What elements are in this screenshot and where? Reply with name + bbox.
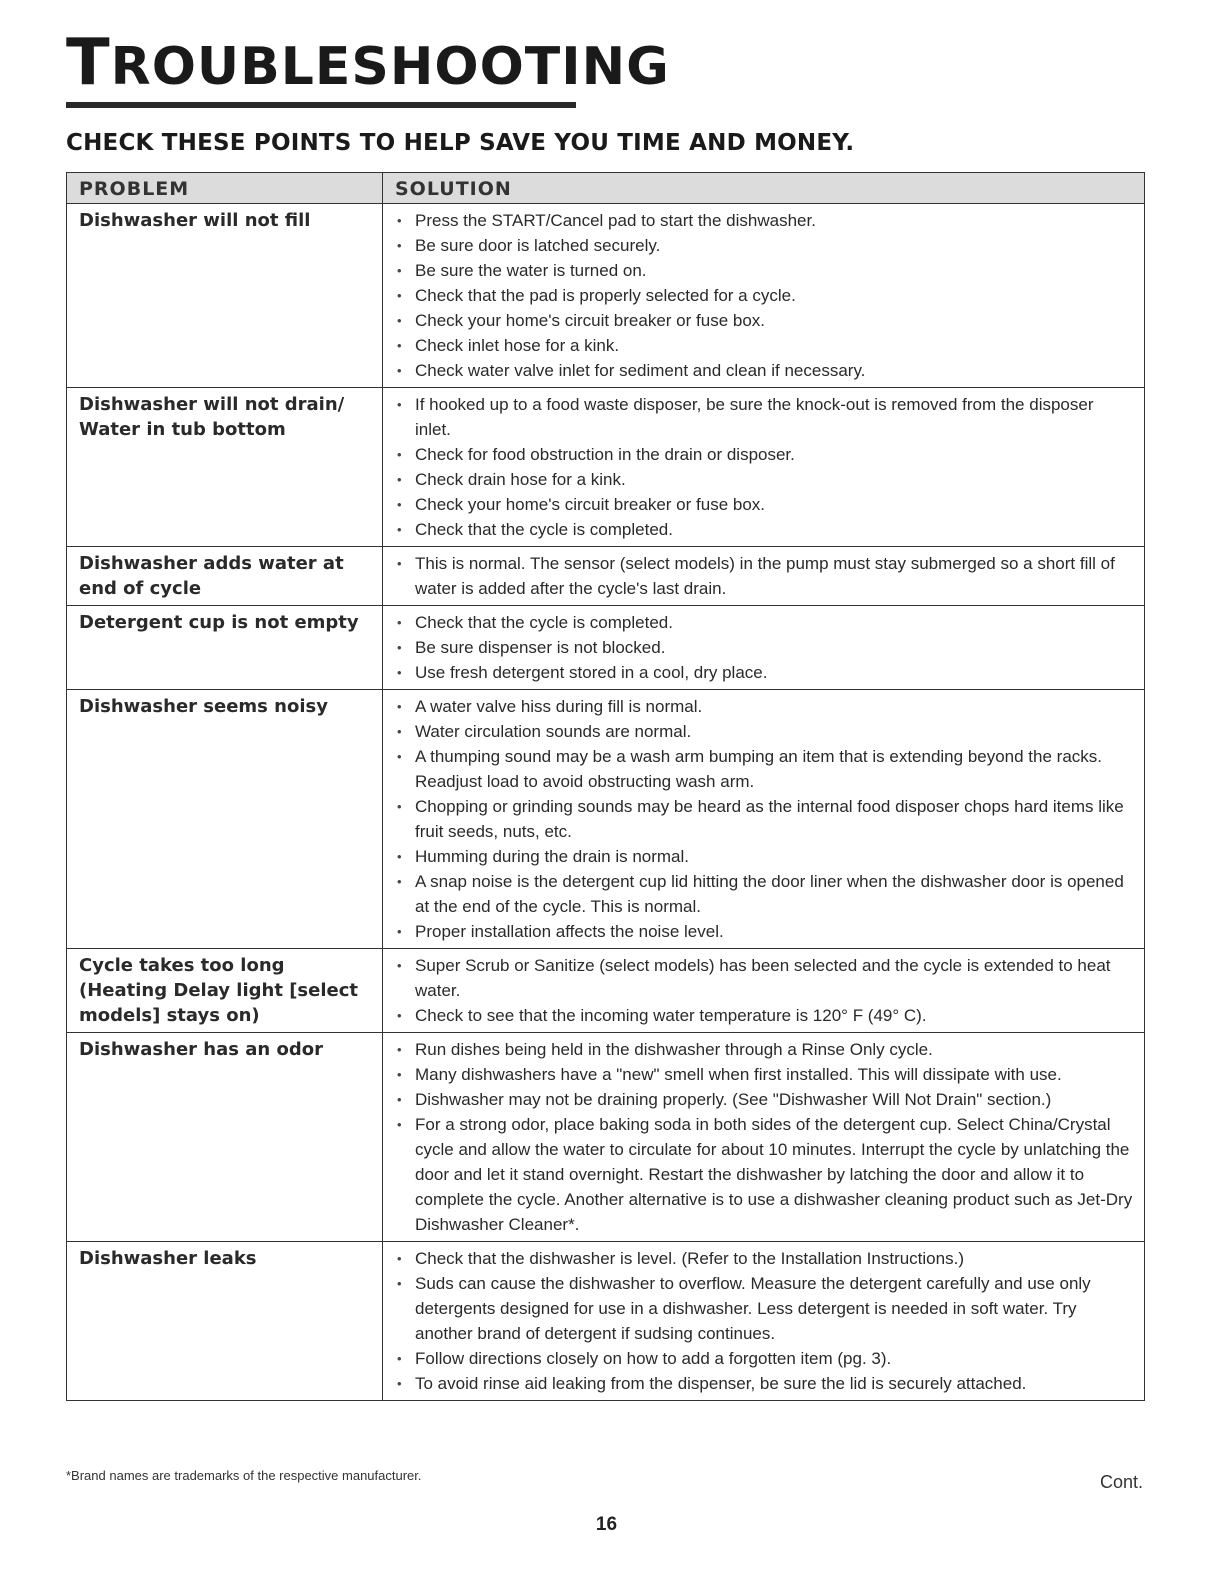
- problem-column-header: PROBLEM: [67, 173, 383, 204]
- problem-cell: Dishwasher will not drain/ Water in tub bottom: [67, 388, 383, 547]
- solution-item: • Proper installation affects the noise level.: [395, 919, 1134, 944]
- solution-list: [395, 208, 1134, 383]
- solution-item: • Be sure the water is turned on.: [395, 258, 1134, 283]
- page-subtitle: CHECK THESE POINTS TO HELP SAVE YOU TIME AND MONEY.: [66, 130, 855, 156]
- problem-cell: Dishwasher has an odor: [67, 1033, 383, 1242]
- table-row: [67, 388, 1145, 547]
- solution-item: • Run dishes being held in the dishwasher through a Rinse Only cycle.: [395, 1037, 1134, 1062]
- solution-cell: [383, 690, 1145, 949]
- solution-cell: [383, 1242, 1145, 1401]
- solution-item: • Be sure dispenser is not blocked.: [395, 635, 1134, 660]
- solution-item: • Check for food obstruction in the drain or disposer.: [395, 442, 1134, 467]
- solution-item: • A snap noise is the detergent cup lid hitting the door liner when the dishwasher door is opened at the end of the cycle. This is normal.: [395, 869, 1134, 919]
- solution-item: • Check your home's circuit breaker or fuse box.: [395, 492, 1134, 517]
- solution-item: • Check water valve inlet for sediment and clean if necessary.: [395, 358, 1134, 383]
- solution-item: • Chopping or grinding sounds may be heard as the internal food disposer chops hard items like fruit seeds, nuts, etc.: [395, 794, 1134, 844]
- footnote: *Brand names are trademarks of the respective manufacturer.: [66, 1468, 422, 1483]
- solution-item: • If hooked up to a food waste disposer, be sure the knock-out is removed from the disposer inlet.: [395, 392, 1134, 442]
- solution-item: • For a strong odor, place baking soda in both sides of the detergent cup. Select China/Crystal cycle and allow the water to circulate for about 10 minutes. Interrupt the cycle by unlatching the door and let it stand overnight. Restart the dishwasher by latching the door and allow it to complete the cycle. Another alternative is to use a dishwasher cleaning product such as Jet-Dry Dishwasher Cleaner*.: [395, 1112, 1134, 1237]
- solution-cell: [383, 606, 1145, 690]
- solution-cell: [383, 949, 1145, 1033]
- solution-item: • Suds can cause the dishwasher to overflow. Measure the detergent carefully and use only detergents designed for use in a dishwasher. Less detergent is needed in soft water. Try another brand of detergent if sudsing continues.: [395, 1271, 1134, 1346]
- solution-cell: [383, 204, 1145, 388]
- solution-item: • Check that the dishwasher is level. (Refer to the Installation Instructions.): [395, 1246, 1134, 1271]
- problem-cell: Dishwasher will not fill: [67, 204, 383, 388]
- solution-item: • A thumping sound may be a wash arm bumping an item that is extending beyond the racks. Readjust load to avoid obstructing wash arm.: [395, 744, 1134, 794]
- solution-list: [395, 953, 1134, 1028]
- solution-list: [395, 1037, 1134, 1237]
- solution-item: • Follow directions closely on how to add a forgotten item (pg. 3).: [395, 1346, 1134, 1371]
- table-row: [67, 949, 1145, 1033]
- table-row: [67, 1033, 1145, 1242]
- solution-item: • Check your home's circuit breaker or fuse box.: [395, 308, 1134, 333]
- solution-list: [395, 392, 1134, 542]
- solution-item: • Check to see that the incoming water temperature is 120° F (49° C).: [395, 1003, 1134, 1028]
- table-row: [67, 204, 1145, 388]
- page-title: [66, 26, 670, 100]
- solution-item: • Check that the cycle is completed.: [395, 610, 1134, 635]
- table-row: [67, 606, 1145, 690]
- table-row: [67, 1242, 1145, 1401]
- page-title-rest: ROUBLESHOOTING: [110, 37, 670, 97]
- continued-label: Cont.: [1099, 1472, 1143, 1492]
- solution-item: • Dishwasher may not be draining properly. (See "Dishwasher Will Not Drain" section.): [395, 1087, 1134, 1112]
- page-number: 16: [595, 1514, 618, 1535]
- solution-item: • Check drain hose for a kink.: [395, 467, 1134, 492]
- troubleshooting-table: [66, 172, 1145, 1401]
- table-row: [67, 690, 1145, 949]
- table-row: [67, 547, 1145, 606]
- solution-cell: [383, 547, 1145, 606]
- solution-item: • Super Scrub or Sanitize (select models) has been selected and the cycle is extended to heat water.: [395, 953, 1134, 1003]
- solution-item: • To avoid rinse aid leaking from the dispenser, be sure the lid is securely attached.: [395, 1371, 1134, 1396]
- solution-list: [395, 1246, 1134, 1396]
- solution-item: • A water valve hiss during fill is normal.: [395, 694, 1134, 719]
- problem-cell: Cycle takes too long (Heating Delay light [select models] stays on): [67, 949, 383, 1033]
- table-body: [67, 204, 1145, 1401]
- solution-item: • Use fresh detergent stored in a cool, dry place.: [395, 660, 1134, 685]
- solution-column-header: SOLUTION: [383, 173, 1145, 204]
- solution-list: [395, 551, 1134, 601]
- solution-item: • Many dishwashers have a "new" smell when first installed. This will dissipate with use.: [395, 1062, 1134, 1087]
- solution-list: [395, 694, 1134, 944]
- solution-cell: [383, 1033, 1145, 1242]
- solution-item: • Water circulation sounds are normal.: [395, 719, 1134, 744]
- solution-item: • Be sure door is latched securely.: [395, 233, 1134, 258]
- solution-list: [395, 610, 1134, 685]
- table-header-row: [67, 173, 1145, 204]
- solution-item: • This is normal. The sensor (select models) in the pump must stay submerged so a short fill of water is added after the cycle's last drain.: [395, 551, 1134, 601]
- solution-item: • Check inlet hose for a kink.: [395, 333, 1134, 358]
- problem-cell: Dishwasher leaks: [67, 1242, 383, 1401]
- troubleshooting-table-container: [66, 172, 1144, 1401]
- solution-item: • Check that the cycle is completed.: [395, 517, 1134, 542]
- problem-cell: Detergent cup is not empty: [67, 606, 383, 690]
- solution-item: • Check that the pad is properly selected for a cycle.: [395, 283, 1134, 308]
- solution-item: • Press the START/Cancel pad to start the dishwasher.: [395, 208, 1134, 233]
- problem-cell: Dishwasher seems noisy: [67, 690, 383, 949]
- solution-cell: [383, 388, 1145, 547]
- problem-cell: Dishwasher adds water at end of cycle: [67, 547, 383, 606]
- solution-item: • Humming during the drain is normal.: [395, 844, 1134, 869]
- title-underline: [66, 102, 576, 108]
- page-title-initial: T: [66, 26, 111, 100]
